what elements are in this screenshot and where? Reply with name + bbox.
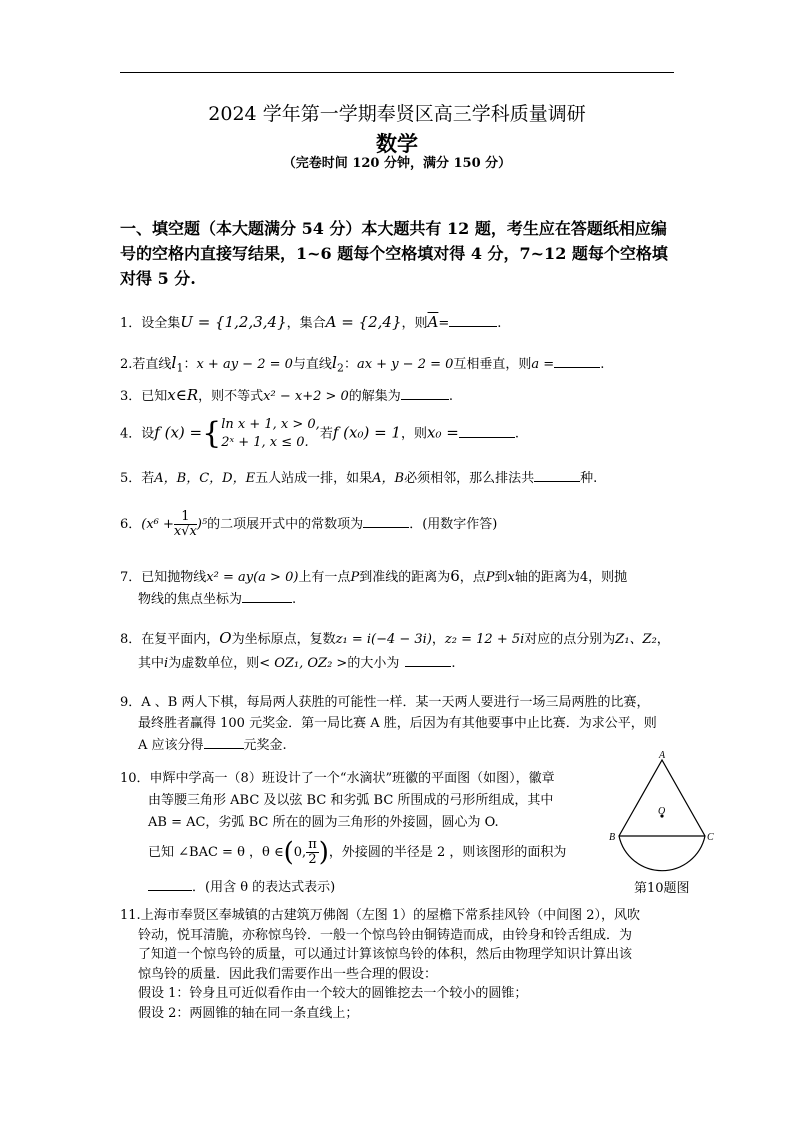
fraction: $\frac{\pi}{2}$ (308, 837, 317, 867)
question-7: 7．已知抛物线x² = ay(a > 0)上有一点P到准线的距离为6，点P到x轴的距离为4，则抛 (120, 567, 628, 585)
question-11: 11.上海市奉贤区奉城镇的古建筑万佛阁（左图 1）的屋檐下常系挂风铃（中间图 2），风吹 铃动，悦耳清脆，亦称惊鸟铃．一般一个惊鸟铃由铜铸造而成，由铃身和铃舌组成．为 了知道一个惊鸟铃的质量，可以通过计算该惊鸟铃的体积，然后由物理学知识计算出该 惊鸟铃的质量．因此我们需要作出一些合理的假设： 假设 1：铃身且可近似看作由一个较大的圆锥挖去一个较小的圆锥； 假设 2：两圆锥的轴在同一条直线上； (120, 908, 640, 1021)
answer-blank[interactable] (534, 467, 580, 482)
question-9-line2: 最终胜者赢得 100 元奖金．第一局比赛 A 胜，后因为有其他要事中止比赛．为求公平，则 (138, 716, 657, 731)
top-rule (120, 72, 674, 73)
label-a: A (659, 750, 666, 761)
answer-blank[interactable] (204, 734, 244, 749)
figure-10-caption: 第10题图 (634, 881, 690, 896)
question-5: 5．若A，B，C，D，E五人站成一排，如果A，B必须相邻，那么排法共 种. (120, 467, 597, 490)
question-10-line4: 已知 ∠BAC = θ ，θ ∈(0, $\frac{\pi}{2}$ )，外接圆的半径是 2 ，则该图形的面积为 (148, 837, 567, 868)
label-b: B (609, 832, 616, 843)
answer-blank[interactable] (242, 588, 292, 603)
figure-10-diagram (600, 748, 724, 876)
question-8: 8．在复平面内，O为坐标原点，复数z₁ = i(−4 − 3i)，z₂ = 12 + 5i对应的点分别为Z₁、Z₂， (120, 629, 670, 647)
right-paren: ) (318, 837, 329, 868)
left-paren: ( (283, 837, 294, 868)
piecewise-cases: ln x + 1, x > 0, 2ˣ + 1, x ≤ 0. (221, 417, 320, 450)
question-6: 6．(x⁶ + $\frac{1}{x√x}$ )⁵的二项展开式中的常数项为 ．(用数字作答) (120, 509, 498, 539)
exam-title: 2024 学年第一学期奉贤区高三学科质量调研 (208, 103, 586, 125)
question-10-line5: ．(用含 θ 的表达式表示) (148, 876, 335, 899)
question-3: 3．已知x∈R，则不等式x² − x+2 > 0的解集为 . (120, 386, 453, 404)
question-4: 4．设f (x) ={ ln x + 1, x > 0, 2ˣ + 1, x ≤ 0. 若f (x₀) = 1，则x₀ = . (120, 416, 519, 451)
answer-blank[interactable] (554, 353, 600, 368)
answer-blank[interactable] (363, 513, 409, 528)
time-note: （完卷时间 120 分钟，满分 150 分） (282, 156, 512, 171)
question-7-line2: 物线的焦点坐标为 . (138, 588, 296, 611)
question-9: 9．A 、B 两人下棋，每局两人获胜的可能性一样．某一天两人要进行一场三局两胜的比赛， (120, 695, 650, 710)
question-1: 1．设全集U = {1,2,3,4}，集合A = {2,4}，则$\overline{A}=$ . (120, 313, 502, 331)
question-9-line3: A 应该分得 元奖金. (138, 734, 287, 757)
label-c: C (707, 832, 714, 843)
question-10: 10．申辉中学高一（8）班设计了一个“水滴状”班徽的平面图（如图），徽章 (120, 771, 555, 786)
answer-blank[interactable] (405, 652, 451, 667)
question-2: 2.若直线$l_1$：x + ay − 2 = 0与直线$l_2$：ax + y − 2 = 0互相垂直，则a = . (120, 353, 605, 375)
subject-title: 数学 (376, 131, 418, 156)
answer-blank[interactable] (449, 312, 497, 327)
fraction: $\frac{1}{x√x}$ (173, 509, 197, 539)
question-8-line2: 其中i为虚数单位，则< OZ₁, OZ₂ >的大小为 . (138, 652, 455, 675)
answer-blank[interactable] (148, 876, 192, 891)
answer-blank[interactable] (401, 385, 449, 400)
question-10-line2: 由等腰三角形 ABC 及以弦 BC 和劣弧 BC 所围成的弓形所组成，其中 (148, 793, 554, 808)
label-o: O (658, 806, 666, 817)
answer-blank[interactable] (459, 423, 515, 438)
section-heading: 一、填空题（本大题满分 54 分）本大题共有 12 题，考生应在答题纸相应编号的空格内直接写结果，1~6 题每个空格填对得 4 分，7~12 题每个空格填对得 5 分. (120, 219, 668, 288)
left-brace: { (202, 416, 222, 451)
question-10-line3: AB = AC，劣弧 BC 所在的圆为三角形的外接圆，圆心为 O. (148, 815, 499, 830)
